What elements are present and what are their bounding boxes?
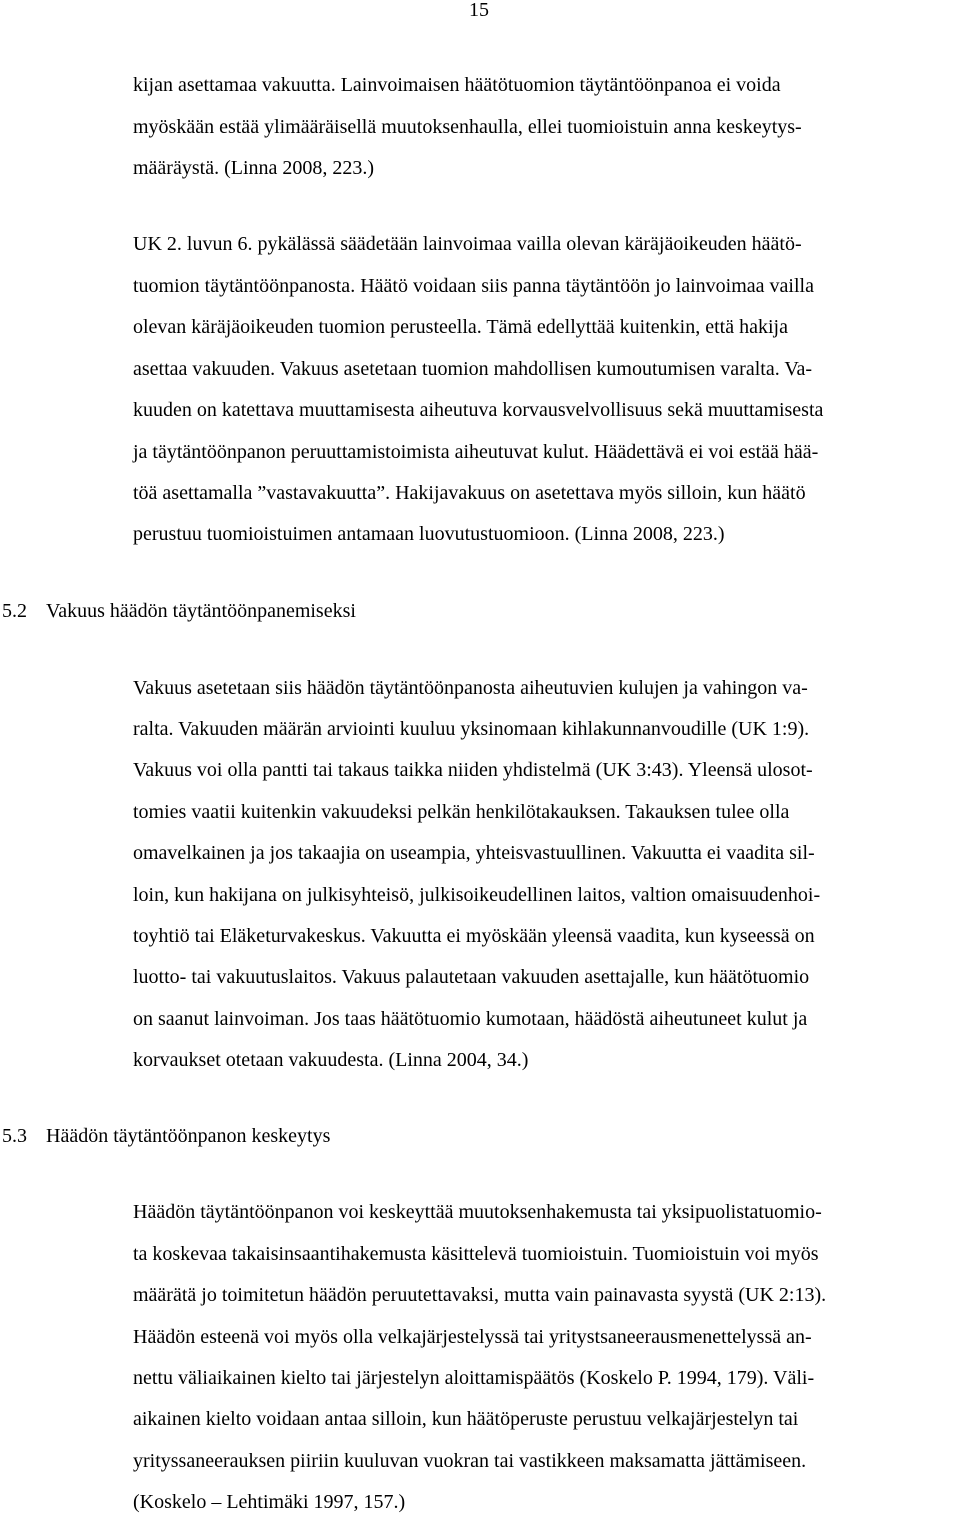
text-line: yrityssaneerauksen piiriin kuuluvan vuokran tai vastikkeen maksamatta jättämiseen. xyxy=(133,1450,807,1472)
section-number: 5.3 xyxy=(2,1125,27,1147)
text-line: tomies vaatii kuitenkin vakuudeksi pelkän henkilötakauksen. Takauksen tulee olla xyxy=(133,801,790,823)
text-line: kuuden on katettava muuttamisesta aiheutuva korvausvelvollisuus sekä muuttamisesta xyxy=(133,399,824,421)
text-line: (Koskelo – Lehtimäki 1997, 157.) xyxy=(133,1491,406,1513)
text-line: ta koskevaa takaisinsaantihakemusta käsittelevä tuomioistuin. Tuomioistuin voi myös xyxy=(133,1243,819,1265)
text-line: määrätä jo toimitetun häädön peruutettavaksi, mutta vain painavasta syystä (UK 2:13). xyxy=(133,1284,827,1306)
text-line: tuomion täytäntöönpanosta. Häätö voidaan siis panna täytäntöön jo lainvoimaa vailla xyxy=(133,275,814,297)
text-line: on saanut lainvoiman. Jos taas häätötuomio kumotaan, häädöstä aiheutuneet kulut ja xyxy=(133,1008,808,1030)
text-line: nettu väliaikainen kielto tai järjestelyn aloittamispäätös (Koskelo P. 1994, 179). Väli- xyxy=(133,1367,815,1389)
text-line: Vakuus voi olla pantti tai takaus taikka niiden yhdistelmä (UK 3:43). Yleensä ulosot- xyxy=(133,759,813,781)
text-line: toyhtiö tai Eläketurvakeskus. Vakuutta ei myöskään yleensä vaadita, kun kyseessä on xyxy=(133,925,815,947)
text-line: olevan käräjäoikeuden tuomion perusteella. Tämä edellyttää kuitenkin, että hakija xyxy=(133,316,788,338)
text-line: korvaukset otetaan vakuudesta. (Linna 2004, 34.) xyxy=(133,1049,529,1071)
text-line: ja täytäntöönpanon peruuttamistoimista aiheutuvat kulut. Häädettävä ei voi estää hää- xyxy=(133,441,819,463)
text-line: Vakuus asetetaan siis häädön täytäntöönpanosta aiheutuvien kulujen ja vahingon va- xyxy=(133,677,808,699)
text-line: Häädön täytäntöönpanon voi keskeyttää muutoksenhakemusta tai yksipuolistatuomio- xyxy=(133,1201,822,1223)
text-line: aikainen kielto voidaan antaa silloin, kun häätöperuste perustuu velkajärjestelyn tai xyxy=(133,1408,799,1430)
text-line: perustuu tuomioistuimen antamaan luovutustuomioon. (Linna 2008, 223.) xyxy=(133,523,725,545)
text-line: töä asettamalla ”vastavakuutta”. Hakijavakuus on asetettava myös silloin, kun häätö xyxy=(133,482,806,504)
section-heading-5-2 xyxy=(2,597,356,625)
text-line: luotto- tai vakuutuslaitos. Vakuus palautetaan vakuuden asettajalle, kun häätötuomio xyxy=(133,966,810,988)
page-number: 15 xyxy=(469,0,489,21)
text-line: UK 2. luvun 6. pykälässä säädetään lainvoimaa vailla olevan käräjäoikeuden häätö- xyxy=(133,233,802,255)
section-number: 5.2 xyxy=(2,600,27,622)
section-title: Vakuus häädön täytäntöönpanemiseksi xyxy=(46,600,356,622)
text-line: asettaa vakuuden. Vakuus asetetaan tuomion mahdollisen kumoutumisen varalta. Va- xyxy=(133,358,813,380)
section-title: Häädön täytäntöönpanon keskeytys xyxy=(46,1125,331,1147)
section-heading-5-3 xyxy=(2,1122,330,1150)
text-line: Häädön esteenä voi myös olla velkajärjestelyssä tai yritystsaneerausmenettelyssä an- xyxy=(133,1326,812,1348)
text-line: kijan asettamaa vakuutta. Lainvoimaisen häätötuomion täytäntöönpanoa ei voida xyxy=(133,74,781,96)
text-line: loin, kun hakijana on julkisyhteisö, julkisoikeudellinen laitos, valtion omaisuudenhoi- xyxy=(133,884,821,906)
text-line: ralta. Vakuuden määrän arviointi kuuluu yksinomaan kihlakunnanvoudille (UK 1:9). xyxy=(133,718,810,740)
text-line: omavelkainen ja jos takaajia on useampia, yhteisvastuullinen. Vakuutta ei vaadita sil- xyxy=(133,842,815,864)
text-line: myöskään estää ylimääräisellä muutoksenhaulla, ellei tuomioistuin anna keskeytys- xyxy=(133,116,802,138)
text-line: määräystä. (Linna 2008, 223.) xyxy=(133,157,375,179)
